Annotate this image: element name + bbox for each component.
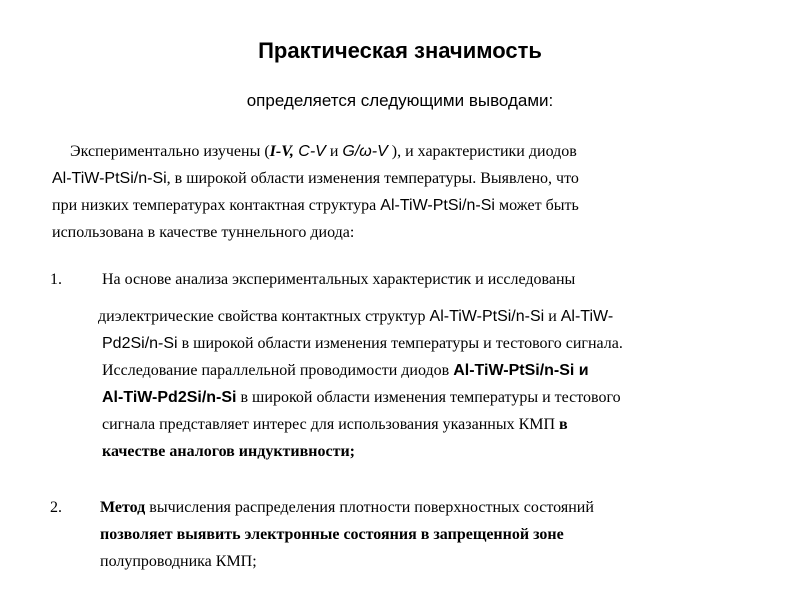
text-run: ), и характеристики диодов xyxy=(387,143,577,160)
list-item-2 xyxy=(100,494,760,575)
item1-line-7 xyxy=(102,438,762,465)
text-run-formula: Al-TiW-PtSi/n-Si xyxy=(429,308,545,325)
slide-title: Практическая значимость xyxy=(258,38,542,63)
intro-line-2 xyxy=(52,165,752,192)
intro-paragraph xyxy=(52,138,752,246)
text-run: диэлектрические свойства контактных структур xyxy=(98,308,430,325)
intro-line-4: использована в качестве туннельного диода: xyxy=(52,224,355,241)
text-run-formula: Pd2Si/n-Si xyxy=(102,335,178,352)
item2-line-2 xyxy=(100,521,760,548)
text-run: может быть xyxy=(494,197,579,214)
text-run-formula: Al-TiW-PtSi/n-Si xyxy=(380,197,495,214)
text-run: и xyxy=(325,143,343,160)
text-run-bold: позволяет выявить электронные состояния в запрещенной зоне xyxy=(100,526,564,543)
text-run-formula: Al-TiW-PtSi/n-Si xyxy=(52,170,167,187)
item2-line-1 xyxy=(100,494,760,521)
intro-line-3 xyxy=(52,192,752,219)
text-run: вычисления распределения плотности поверхностных состояний xyxy=(145,499,594,516)
item2-line-3: полупроводника КМП; xyxy=(100,553,257,570)
text-run-bold-italic: I-V, xyxy=(269,143,294,160)
item1-line-6 xyxy=(102,411,762,438)
text-run-italic: G/ω-V xyxy=(342,143,388,160)
text-run-formula: Al-TiW- xyxy=(560,308,614,325)
text-run: при низких температурах контактная структура xyxy=(52,197,381,214)
item1-line-1: На основе анализа экспериментальных характеристик и исследованы xyxy=(102,271,576,288)
list-item-2-number: 2. xyxy=(50,499,62,516)
text-run-formula-bold: Al-TiW-PtSi/n-Si и xyxy=(453,362,589,379)
text-run-bold: качестве аналогов индуктивности; xyxy=(102,443,355,460)
text-run: в широкой области изменения температуры и тестового xyxy=(236,389,621,406)
text-run-bold: Метод xyxy=(100,499,146,516)
item1-line-4 xyxy=(102,357,762,384)
text-run-bold: в xyxy=(559,416,568,433)
list-item-1-number: 1. xyxy=(50,271,62,288)
item1-line-3 xyxy=(102,330,762,357)
text-run: в широкой области изменения температуры и тестового сигнала. xyxy=(177,335,623,352)
text-run: , в широкой области изменения температуры. Выявлено, что xyxy=(166,170,579,187)
text-run: и xyxy=(544,308,561,325)
text-run: сигнала представляет интерес для использования указанных КМП xyxy=(102,416,560,433)
list-item-1 xyxy=(98,266,762,465)
item1-line-5 xyxy=(102,384,762,411)
item1-line-2 xyxy=(98,303,762,330)
text-run-formula-bold: Al-TiW-Pd2Si/n-Si xyxy=(102,389,237,406)
text-run-italic: C-V xyxy=(293,143,326,160)
text-run: Экспериментально изучены ( xyxy=(70,143,270,160)
intro-line-1 xyxy=(52,138,752,165)
slide-subtitle: определяется следующими выводами: xyxy=(246,91,554,110)
text-run: Исследование параллельной проводимости диодов xyxy=(102,362,454,379)
